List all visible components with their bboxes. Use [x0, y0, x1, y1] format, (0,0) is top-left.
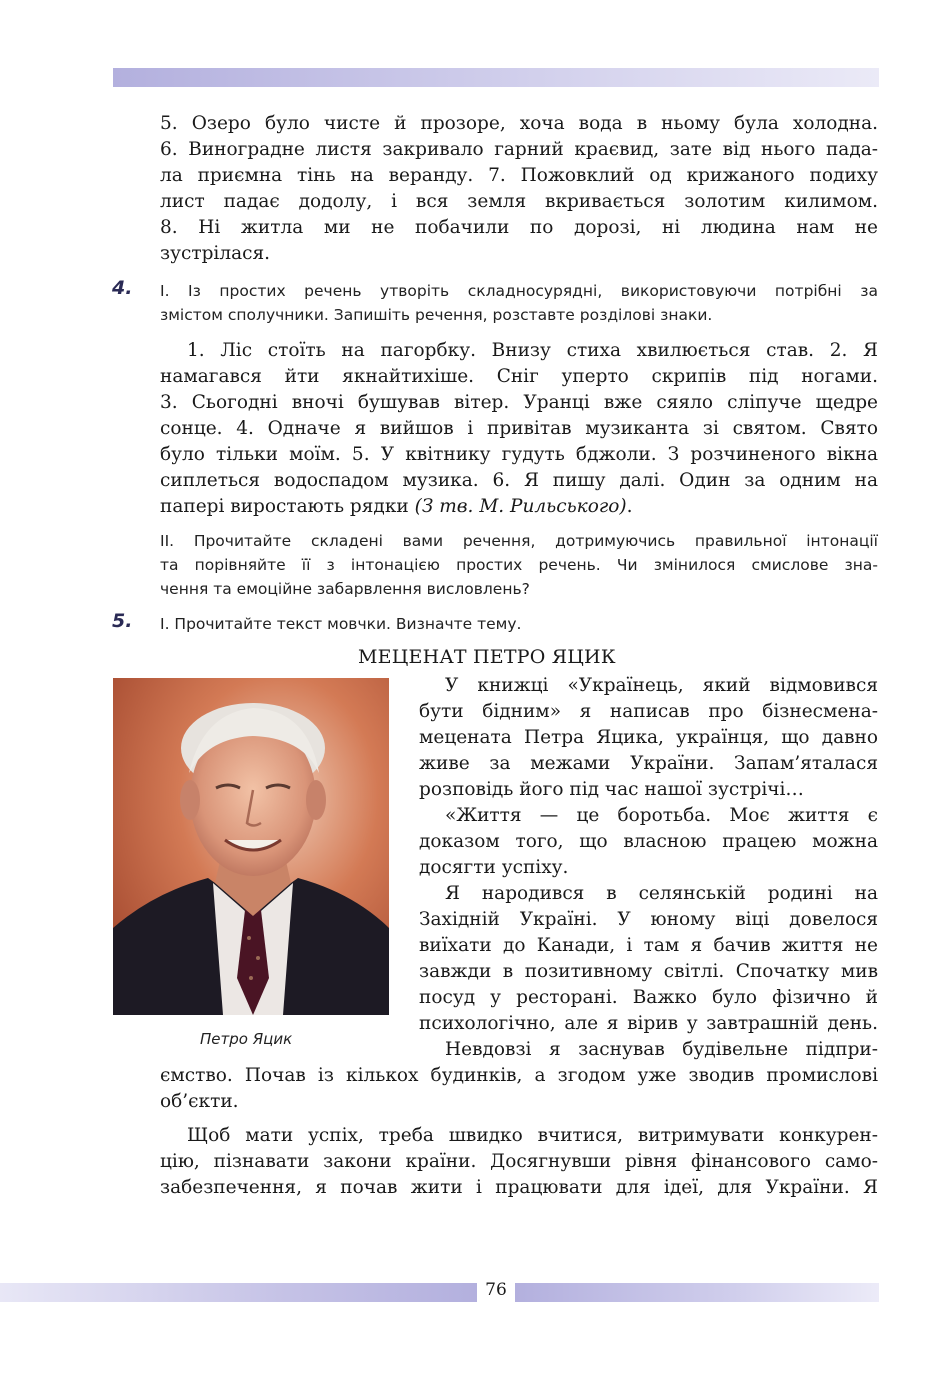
text-line: сонце. 4. Одначе я вийшов і привітав музиканта зі святом. Свято [160, 418, 878, 439]
text-line: бути бідним» я написав про бізнесмена- [419, 701, 878, 722]
text-line: У книжці «Українець, який відмовився [445, 675, 878, 696]
text-line: виїхати до Канади, і там я бачив життя не [419, 935, 878, 956]
exercise-sentences [160, 338, 878, 520]
portrait-illustration [113, 678, 389, 1015]
text-line: живе за межами України. Запам’яталася [419, 753, 878, 774]
text-line: намагався йти якнайтихіше. Сніг уперто скрипів під ногами. [160, 366, 878, 387]
task-line: ІІ. Прочитайте складені вами речення, дотримуючись правильної інтонації [160, 532, 878, 550]
header-band [113, 68, 879, 87]
text-line: забезпечення, я почав жити і працювати для ідеї, для України. Я [160, 1177, 878, 1198]
sentences-paragraph [160, 111, 878, 267]
text-line: Щоб мати успіх, треба швидко вчитися, витримувати конкурен- [187, 1125, 878, 1146]
text-title: МЕЦЕНАТ ПЕТРО ЯЦИК [358, 646, 616, 668]
task-line: чення та емоційне забарвлення висловлень? [160, 580, 530, 598]
text-line: Західній Україні. У юному віці довелося [419, 909, 878, 930]
text-beside-photo [419, 673, 878, 1063]
text-line: папері виростають рядки [160, 496, 409, 517]
text-line: було тільки моїм. 5. У квітнику гудуть бджоли. З розчиненого вікна [160, 444, 878, 465]
period: . [626, 496, 633, 517]
exercise-task-2 [160, 529, 878, 601]
photo-caption: Петро Яцик [200, 1030, 293, 1048]
text-line: Я народився в селянській родині на [445, 883, 878, 904]
text-line: лист падає додолу, і вся земля вкривається золотим килимом. [160, 191, 878, 212]
exercise-number: 5. [112, 610, 133, 632]
footer-band-left [0, 1283, 477, 1302]
text-line: ла приємна тінь на веранду. 7. Пожовклий од крижаного подиху [160, 165, 878, 186]
text-line: розповідь його під час нашої зустрічі… [419, 779, 804, 800]
text-line: 5. Озеро було чисте й прозоре, хоча вода в ньому була холодна. [160, 113, 878, 134]
text-line: 1. Ліс стоїть на пагорбку. Внизу стиха хвилюється став. 2. Я [187, 340, 878, 361]
footer-band-right [515, 1283, 879, 1302]
text-line: посуд у ресторані. Важко було фізично й [419, 987, 878, 1008]
text-line: Невдовзі я заснував будівельне підпри- [445, 1039, 878, 1060]
exercise-number: 4. [112, 277, 133, 299]
text-line: ємство. Почав із кількох будинків, а згодом уже зводив промислові [160, 1065, 878, 1086]
text-line: сиплеться водоспадом музика. 6. Я пишу далі. Один за одним на [160, 470, 878, 491]
source-reference: (З тв. М. Рильського) [414, 496, 627, 517]
task-line: І. Із простих речень утворіть складносурядні, використовуючи потрібні за [160, 282, 878, 300]
text-full-width [160, 1063, 878, 1201]
task-line: та порівняйте її з інтонацією простих речень. Чи змінилося смислове зна- [160, 556, 878, 574]
portrait-photo [113, 678, 389, 1015]
text-line: 6. Виноградне листя закривало гарний краєвид, зате від нього пада- [160, 139, 878, 160]
text-line: доказом того, що власною працею можна [419, 831, 878, 852]
text-line: цію, пізнавати закони країни. Досягнувши рівня фінансового само- [160, 1151, 878, 1172]
task-line: змістом сполучники. Запишіть речення, розставте розділові знаки. [160, 306, 713, 324]
text-line: завжди в позитивному світлі. Спочатку мив [419, 961, 878, 982]
task-line: І. Прочитайте текст мовчки. Визначте тему. [160, 615, 522, 633]
text-line: досягти успіху. [419, 857, 569, 878]
text-line-with-source [160, 494, 878, 520]
text-line: «Життя — це боротьба. Моє життя є [445, 805, 878, 826]
exercise-task [160, 612, 521, 636]
text-line: мецената Петра Яцика, українця, що давно [419, 727, 878, 748]
text-line: 8. Ні житла ми не побачили по дорозі, ні людина нам не [160, 217, 878, 238]
text-line: 3. Сьогодні вночі бушував вітер. Уранці вже сяяло сліпуче щедре [160, 392, 878, 413]
exercise-task [160, 279, 878, 327]
text-line: зустрілася. [160, 243, 271, 264]
text-line: психологічно, але я вірив у завтрашній день. [419, 1013, 878, 1034]
text-line: об’єкти. [160, 1091, 239, 1112]
page-number: 76 [485, 1280, 507, 1300]
